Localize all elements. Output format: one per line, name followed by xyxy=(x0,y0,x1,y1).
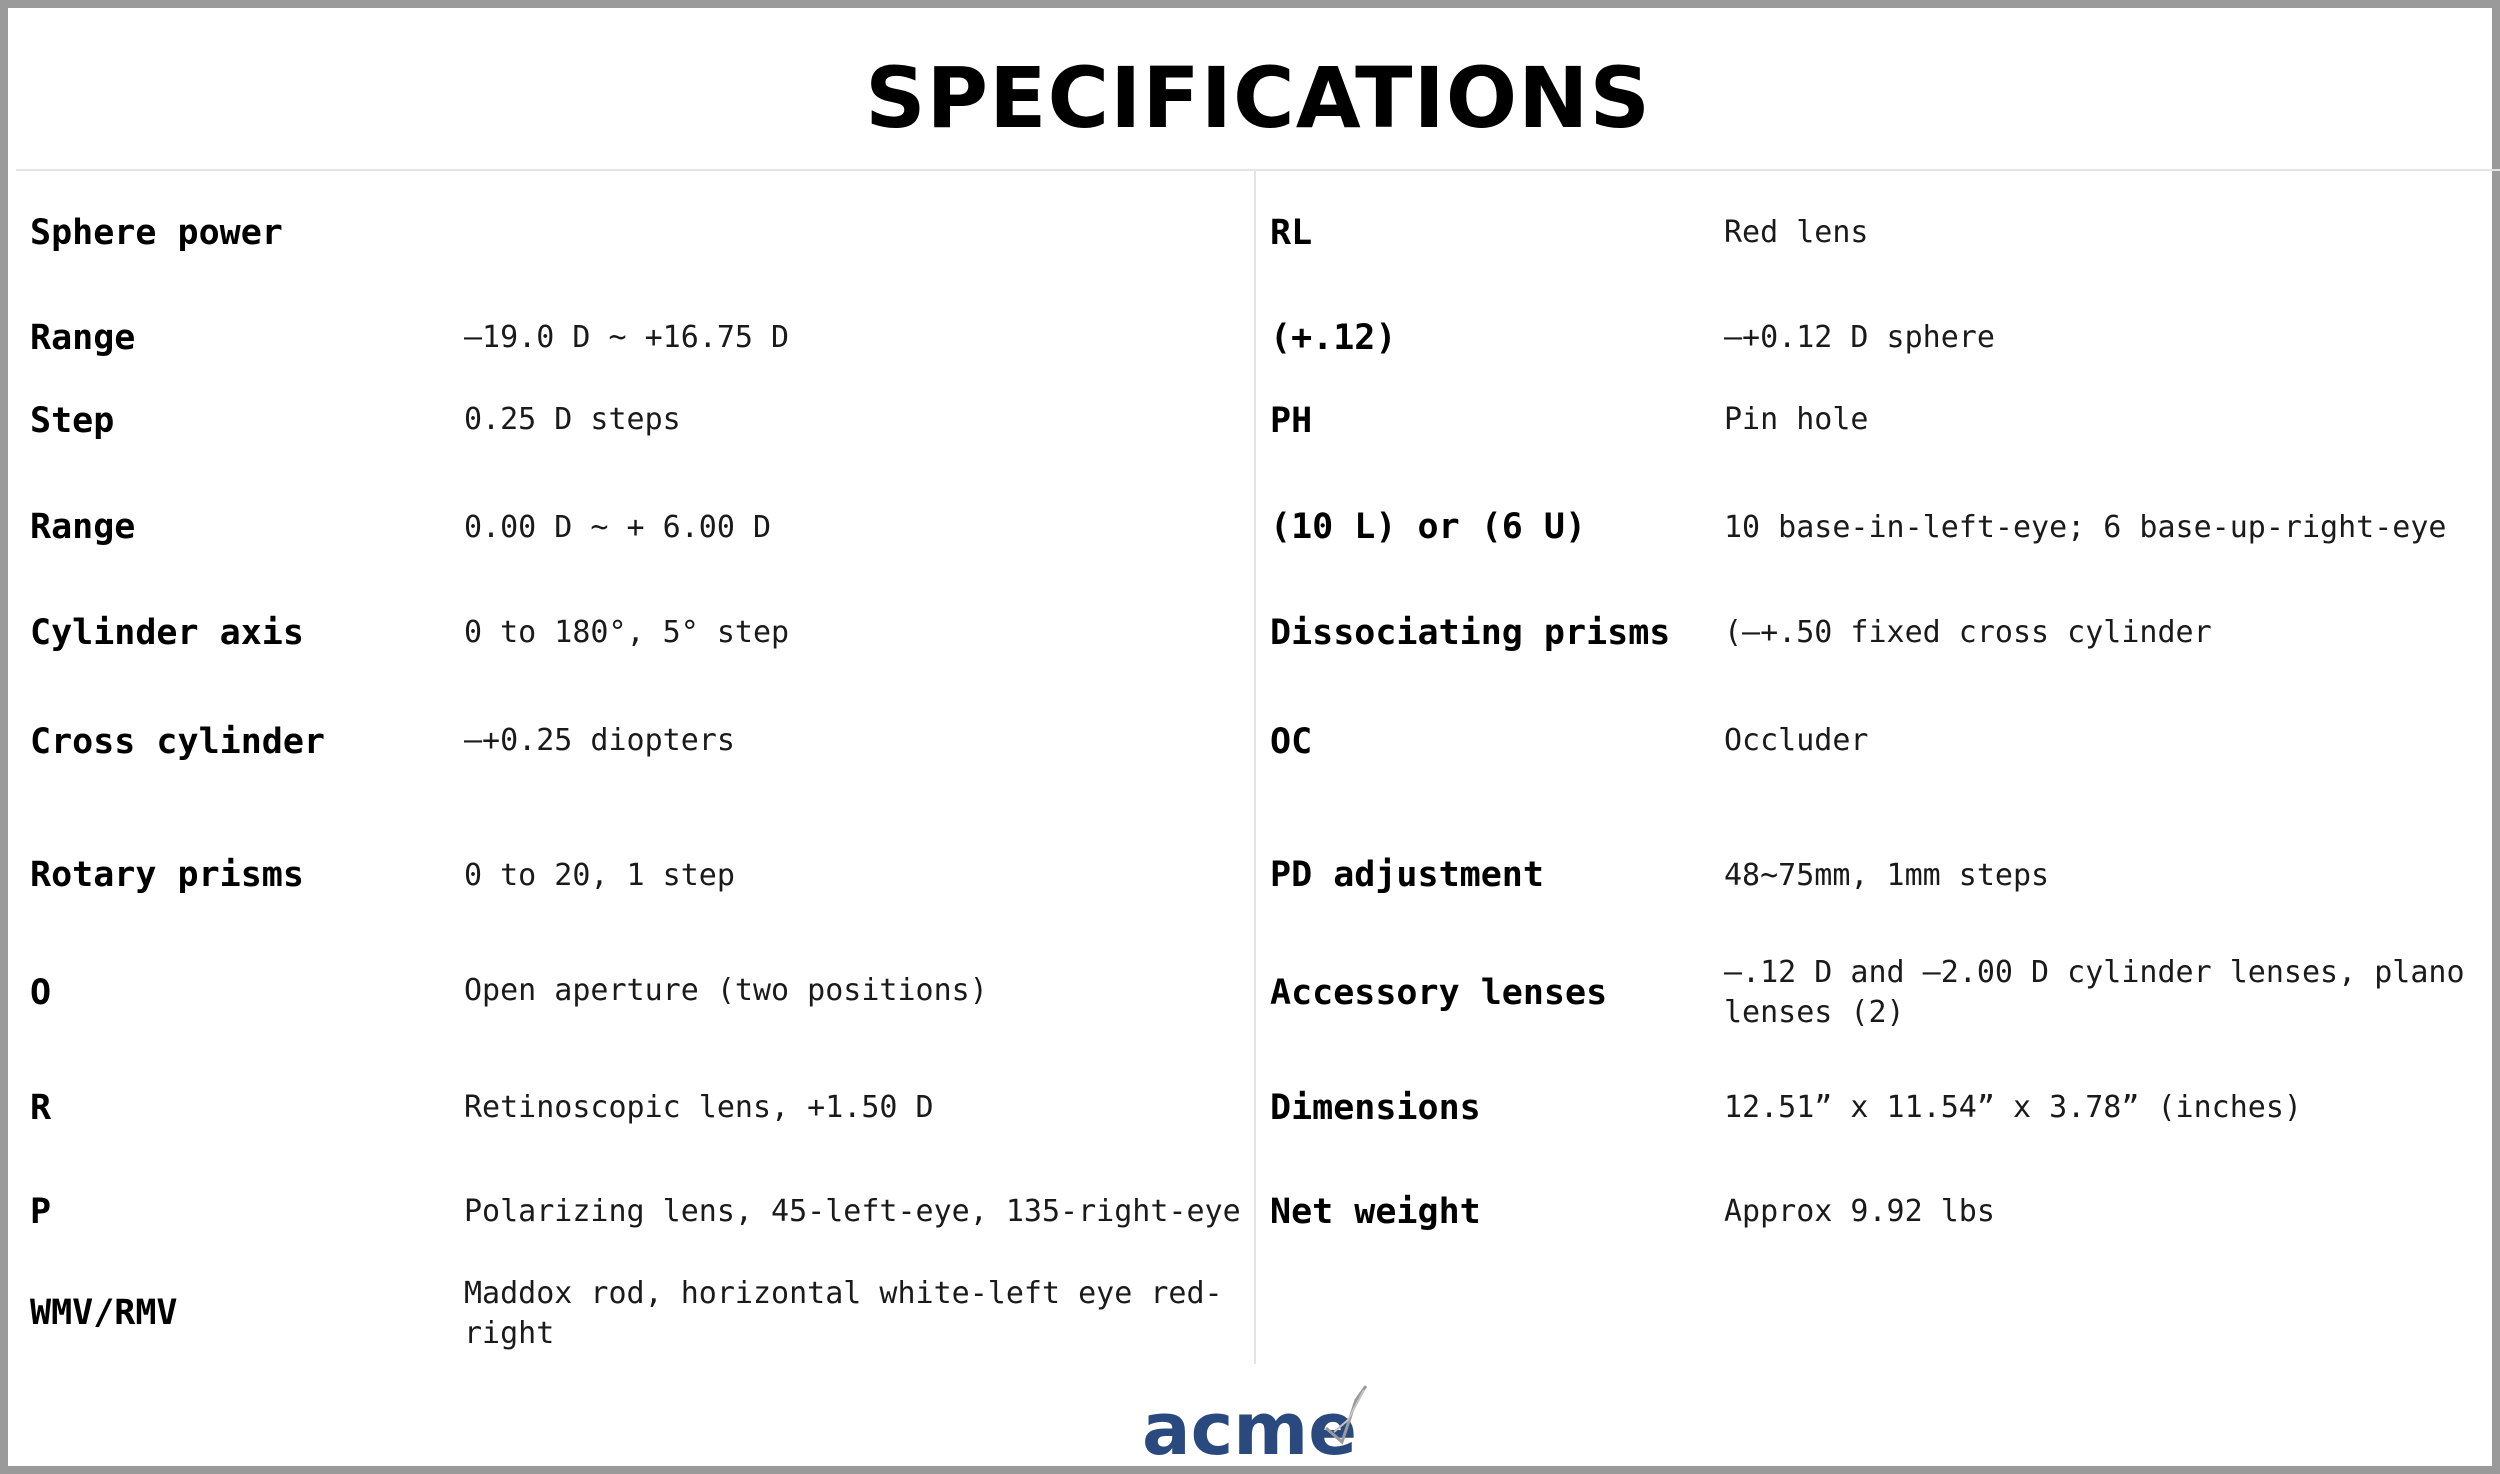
spec-value: 10 base-in-left-eye; 6 base-up-right-eye xyxy=(1724,510,2447,545)
spec-label: OC xyxy=(1270,722,1313,762)
spec-label: O xyxy=(30,973,52,1013)
spec-value: Maddox rod, horizontal white-left eye red-right xyxy=(464,1276,1223,1351)
spec-value: 0 to 180°, 5° step xyxy=(464,615,790,650)
spec-value: 48~75mm, 1mm steps xyxy=(1724,858,2050,893)
spec-value: 12.51” x 11.54” x 3.78” (inches) xyxy=(1724,1090,2302,1125)
spec-value: 0.00 D ~ + 6.00 D xyxy=(464,510,772,545)
spec-label: Sphere power xyxy=(30,213,283,253)
spec-label: Dissociating prisms xyxy=(1270,613,1671,653)
spec-value: –+0.12 D sphere xyxy=(1724,320,1995,355)
spec-value: Occluder xyxy=(1724,723,1869,758)
spec-value: –.12 D and –2.00 D cylinder lenses, plano lenses (2) xyxy=(1724,955,2483,1030)
spec-value: Retinoscopic lens, +1.50 D xyxy=(464,1090,934,1125)
spec-value: Red lens xyxy=(1724,215,1869,250)
spec-value: Open aperture (two positions) xyxy=(464,973,988,1008)
spec-label: Dimensions xyxy=(1270,1088,1481,1128)
spec-label: Range xyxy=(30,507,136,547)
spec-label: (+.12) xyxy=(1270,318,1397,358)
logo-text: acme xyxy=(1142,1387,1358,1470)
spec-label: Range xyxy=(30,318,136,358)
spec-label: WMV/RMV xyxy=(30,1293,178,1333)
spec-label: Cylinder axis xyxy=(30,613,304,653)
spec-label: Rotary prisms xyxy=(30,855,304,895)
column-divider xyxy=(1254,170,1256,1364)
spec-value: 0 to 20, 1 step xyxy=(464,858,735,893)
spec-label: RL xyxy=(1270,213,1313,253)
spec-value: Pin hole xyxy=(1724,402,1869,437)
acme-logo xyxy=(1138,1370,1378,1470)
spec-label: Cross cylinder xyxy=(30,722,326,762)
spec-label: R xyxy=(30,1088,52,1128)
spec-value: 0.25 D steps xyxy=(464,402,681,437)
spec-value: Polarizing lens, 45-left-eye, 135-right-eye xyxy=(464,1194,1241,1229)
spec-label: (10 L) or (6 U) xyxy=(1270,507,1587,547)
spec-label: PD adjustment xyxy=(1270,855,1544,895)
title-divider xyxy=(16,169,2500,171)
spec-label: PH xyxy=(1270,401,1313,441)
spec-label: Step xyxy=(30,401,115,441)
spec-value: –19.0 D ~ +16.75 D xyxy=(464,320,790,355)
spec-label: Accessory lenses xyxy=(1270,973,1608,1013)
spec-value: –+0.25 diopters xyxy=(464,723,735,758)
spec-value: (–+.50 fixed cross cylinder xyxy=(1724,615,2212,650)
spec-label: P xyxy=(30,1192,52,1232)
page-title: SPECIFICATIONS xyxy=(865,49,1651,147)
spec-value: Approx 9.92 lbs xyxy=(1724,1194,1995,1229)
spec-label: Net weight xyxy=(1270,1192,1481,1232)
